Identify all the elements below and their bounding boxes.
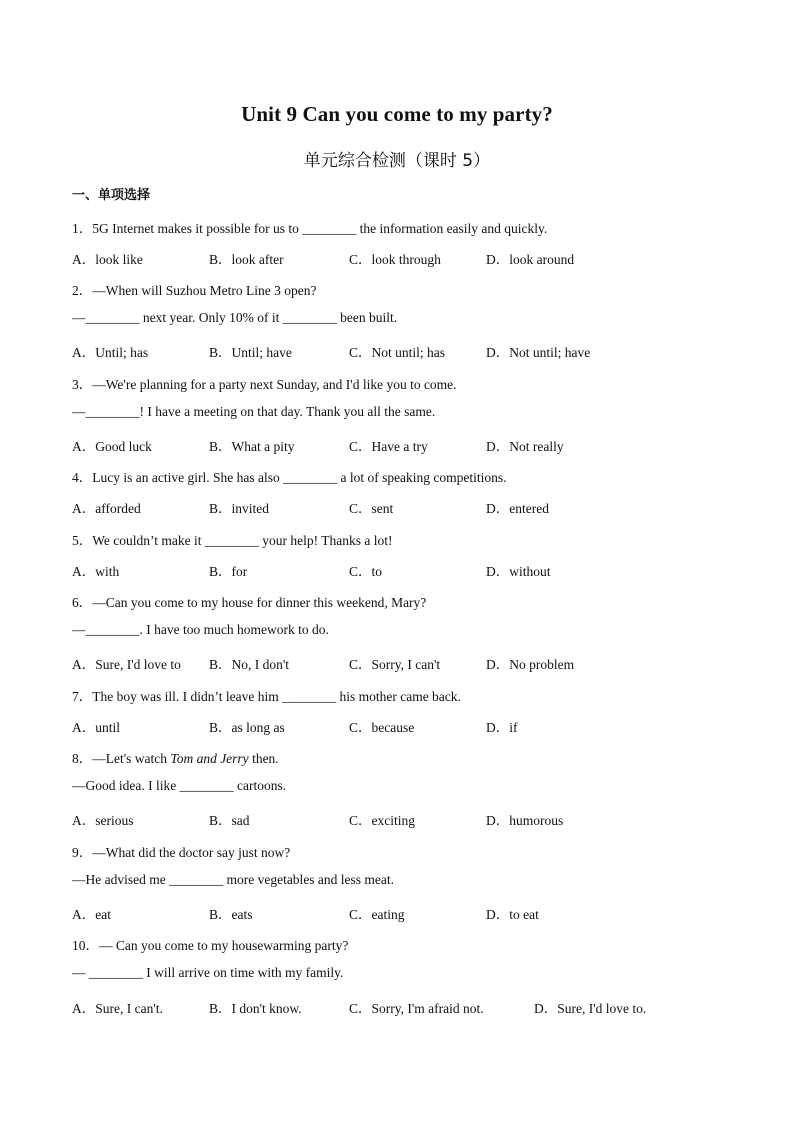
option-d: D．if bbox=[486, 720, 518, 735]
option-c: C．Sorry, I'm afraid not. bbox=[349, 1001, 484, 1016]
question-8-stem-end: then. bbox=[248, 751, 279, 766]
option-d: D．No problem bbox=[486, 657, 575, 672]
question-8-reply: —Good idea. I like ________ cartoons. bbox=[72, 778, 287, 793]
option-b: B．look after bbox=[209, 252, 284, 267]
section-heading: 一、单项选择 bbox=[72, 188, 151, 203]
question-2-stem: 2．—When will Suzhou Metro Line 3 open? bbox=[72, 283, 317, 298]
option-b: B．I don't know. bbox=[209, 1001, 302, 1016]
option-b: B．eats bbox=[209, 907, 253, 922]
question-2-reply: —________ next year. Only 10% of it ________ been built. bbox=[72, 310, 398, 325]
question-8-stem bbox=[72, 747, 279, 767]
option-b: B．invited bbox=[209, 501, 269, 516]
question-1-stem: 1．5G Internet makes it possible for us to ________ the information easily and quickly. bbox=[72, 221, 548, 236]
question-3-reply: —________! I have a meeting on that day. Thank you all the same. bbox=[72, 404, 436, 419]
option-d: D．humorous bbox=[486, 813, 564, 828]
question-8-stem-start: 8．—Let's watch bbox=[72, 751, 171, 766]
option-c: C．look through bbox=[349, 252, 441, 267]
question-9-reply: —He advised me ________ more vegetables and less meat. bbox=[72, 872, 395, 887]
option-a: A．Good luck bbox=[72, 439, 152, 454]
option-d: D．entered bbox=[486, 501, 549, 516]
question-6-reply: —________. I have too much homework to do. bbox=[72, 622, 329, 637]
option-c: C．sent bbox=[349, 501, 394, 516]
option-b: B．Until; have bbox=[209, 345, 292, 360]
option-b: B．for bbox=[209, 564, 248, 579]
option-b: B．What a pity bbox=[209, 439, 295, 454]
option-c: C．to bbox=[349, 564, 383, 579]
question-7-stem: 7．The boy was ill. I didn’t leave him ________ his mother came back. bbox=[72, 689, 461, 704]
question-6-stem: 6．—Can you come to my house for dinner this weekend, Mary? bbox=[72, 595, 427, 610]
option-d: D．Not really bbox=[486, 439, 564, 454]
option-d: D．Sure, I'd love to. bbox=[534, 1001, 647, 1016]
option-d: D．Not until; have bbox=[486, 345, 591, 360]
question-5-stem: 5．We couldn’t make it ________ your help! Thanks a lot! bbox=[72, 533, 393, 548]
option-c: C．exciting bbox=[349, 813, 415, 828]
option-a: A．Sure, I can't. bbox=[72, 1001, 163, 1016]
option-d: D．look around bbox=[486, 252, 575, 267]
option-a: A．until bbox=[72, 720, 121, 735]
question-10-stem: 10．— Can you come to my housewarming party? bbox=[72, 938, 349, 953]
option-b: B．sad bbox=[209, 813, 250, 828]
option-c: C．Sorry, I can't bbox=[349, 657, 441, 672]
option-c: C．eating bbox=[349, 907, 405, 922]
question-9-stem: 9．—What did the doctor say just now? bbox=[72, 845, 291, 860]
option-d: D．without bbox=[486, 564, 551, 579]
question-10-reply: — ________ I will arrive on time with my family. bbox=[72, 965, 344, 980]
option-a: A．Sure, I'd love to bbox=[72, 657, 181, 672]
option-b: B．as long as bbox=[209, 720, 285, 735]
option-c: C．Have a try bbox=[349, 439, 428, 454]
page-title: Unit 9 Can you come to my party? bbox=[241, 102, 553, 126]
option-a: A．serious bbox=[72, 813, 134, 828]
page-subtitle: 单元综合检测（课时 5） bbox=[303, 151, 491, 171]
option-c: C．because bbox=[349, 720, 415, 735]
option-c: C．Not until; has bbox=[349, 345, 446, 360]
option-d: D．to eat bbox=[486, 907, 539, 922]
option-a: A．Until; has bbox=[72, 345, 149, 360]
option-b: B．No, I don't bbox=[209, 657, 290, 672]
option-a: A．with bbox=[72, 564, 120, 579]
option-a: A．eat bbox=[72, 907, 111, 922]
question-3-stem: 3．—We're planning for a party next Sunday, and I'd like you to come. bbox=[72, 377, 457, 392]
question-8-title-italic: Tom and Jerry bbox=[170, 751, 249, 766]
question-4-stem: 4．Lucy is an active girl. She has also ________ a lot of speaking competitions. bbox=[72, 470, 507, 485]
option-a: A．afforded bbox=[72, 501, 141, 516]
option-a: A．look like bbox=[72, 252, 143, 267]
